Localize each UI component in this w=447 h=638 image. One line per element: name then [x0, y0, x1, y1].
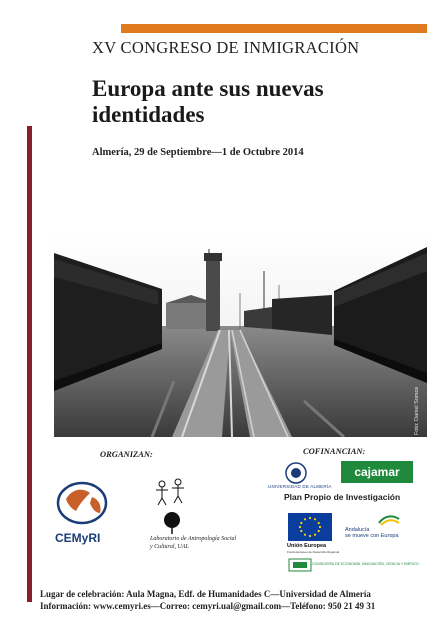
- cemyri-wordmark: CEMyRI: [55, 531, 101, 545]
- lab-name-line-2: y Cultural, UAL: [150, 544, 189, 550]
- event-title: [92, 76, 422, 128]
- title-line-1: Europa ante sus nuevas: [92, 76, 324, 101]
- event-dates: Almería, 29 de Septiembre—1 de Octubre 2014: [92, 147, 304, 158]
- andalucia-europe-label: [345, 527, 405, 539]
- lab-name-line-1: Laboratorio de Antropología Social: [150, 536, 237, 542]
- anthropology-lab-name: [150, 535, 242, 551]
- anthropology-lab-logo: [150, 474, 192, 536]
- junta-andalucia-logo-icon: [288, 558, 312, 572]
- research-plan-label: Plan Propio de Investigación: [284, 492, 401, 502]
- contact-info: Información: www.cemyri.es—Correo: cemyri.ual@gmail.com—Teléfono: 950 21 49 31: [40, 601, 376, 611]
- top-accent-bar: [121, 24, 427, 33]
- junta-ministry-label: CONSEJERÍA DE ECONOMÍA, INNOVACIÓN, CIENCIA Y EMPLEO: [312, 562, 419, 566]
- venue-info: Lugar de celebración: Aula Magna, Edf. de Humanidades C—Universidad de Almería: [40, 589, 371, 599]
- eu-label: Unión Europea: [287, 543, 327, 549]
- eu-flag-icon: [288, 513, 332, 541]
- cofinance-label: COFINANCIAN:: [303, 446, 366, 456]
- railway-photo: [54, 231, 427, 437]
- eu-fund-label: Fondo Europeo de Desarrollo Regional: [287, 550, 340, 554]
- university-almeria-name: UNIVERSIDAD DE ALMERÍA: [268, 484, 332, 489]
- side-accent-bar: [27, 126, 32, 602]
- organize-label: ORGANIZAN:: [100, 449, 153, 459]
- cajamar-wordmark: cajamar: [354, 465, 400, 479]
- andalucia-line-1: Andalucía: [345, 527, 370, 533]
- photo-credit: Foto: Daniel Somos: [414, 386, 420, 435]
- congress-heading: XV CONGRESO DE INMIGRACIÓN: [92, 38, 360, 57]
- university-almeria-crest-icon: [284, 461, 308, 485]
- title-line-2: identidades: [92, 102, 205, 127]
- cajamar-logo: [341, 461, 413, 483]
- andalucia-line-2: se mueve con Europa: [345, 533, 399, 539]
- andalucia-europe-logo-icon: [377, 513, 401, 527]
